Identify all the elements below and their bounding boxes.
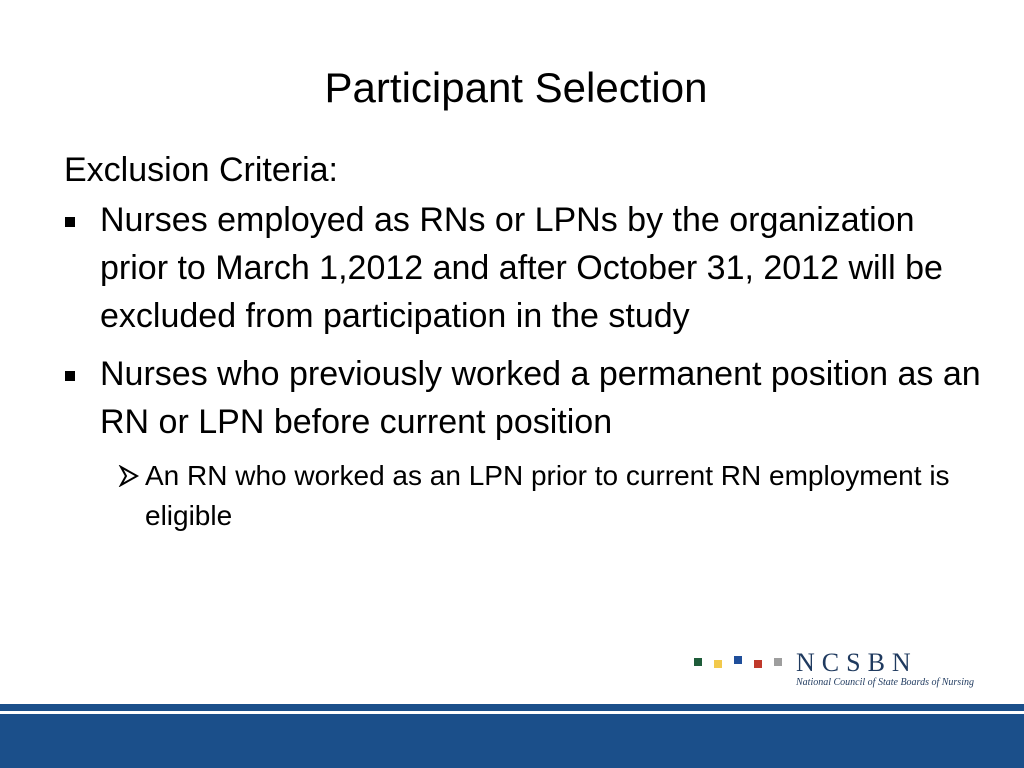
section-heading: Exclusion Criteria: [64, 151, 338, 189]
footer-stripe [0, 704, 1024, 711]
square-bullet-icon [65, 217, 75, 227]
square-bullet-icon [65, 371, 75, 381]
logo-square [754, 660, 762, 668]
logo-square [774, 658, 782, 666]
slide-content [64, 148, 984, 536]
logo-wordmark: NCSBN [796, 648, 918, 677]
ncsbn-logo [692, 650, 982, 694]
bullet-text: Nurses who previously worked a permanent position as an RN or LPN before current position [100, 355, 981, 441]
bullet-item [64, 196, 984, 340]
logo-subtitle: National Council of State Boards of Nursing [796, 677, 974, 688]
bullet-item [64, 350, 984, 446]
logo-square [734, 656, 742, 664]
arrow-bullet-icon [118, 465, 140, 487]
sub-bullet-item [64, 456, 984, 536]
sub-bullet-text: An RN who worked as an LPN prior to current RN employment is eligible [145, 460, 950, 531]
footer-bar [0, 714, 1024, 768]
logo-square [694, 658, 702, 666]
logo-square [714, 660, 722, 668]
slide-title: Participant Selection [324, 64, 708, 111]
bullet-text: Nurses employed as RNs or LPNs by the organization prior to March 1,2012 and after October 31, 2012 will be excluded from participation in the study [100, 201, 943, 335]
